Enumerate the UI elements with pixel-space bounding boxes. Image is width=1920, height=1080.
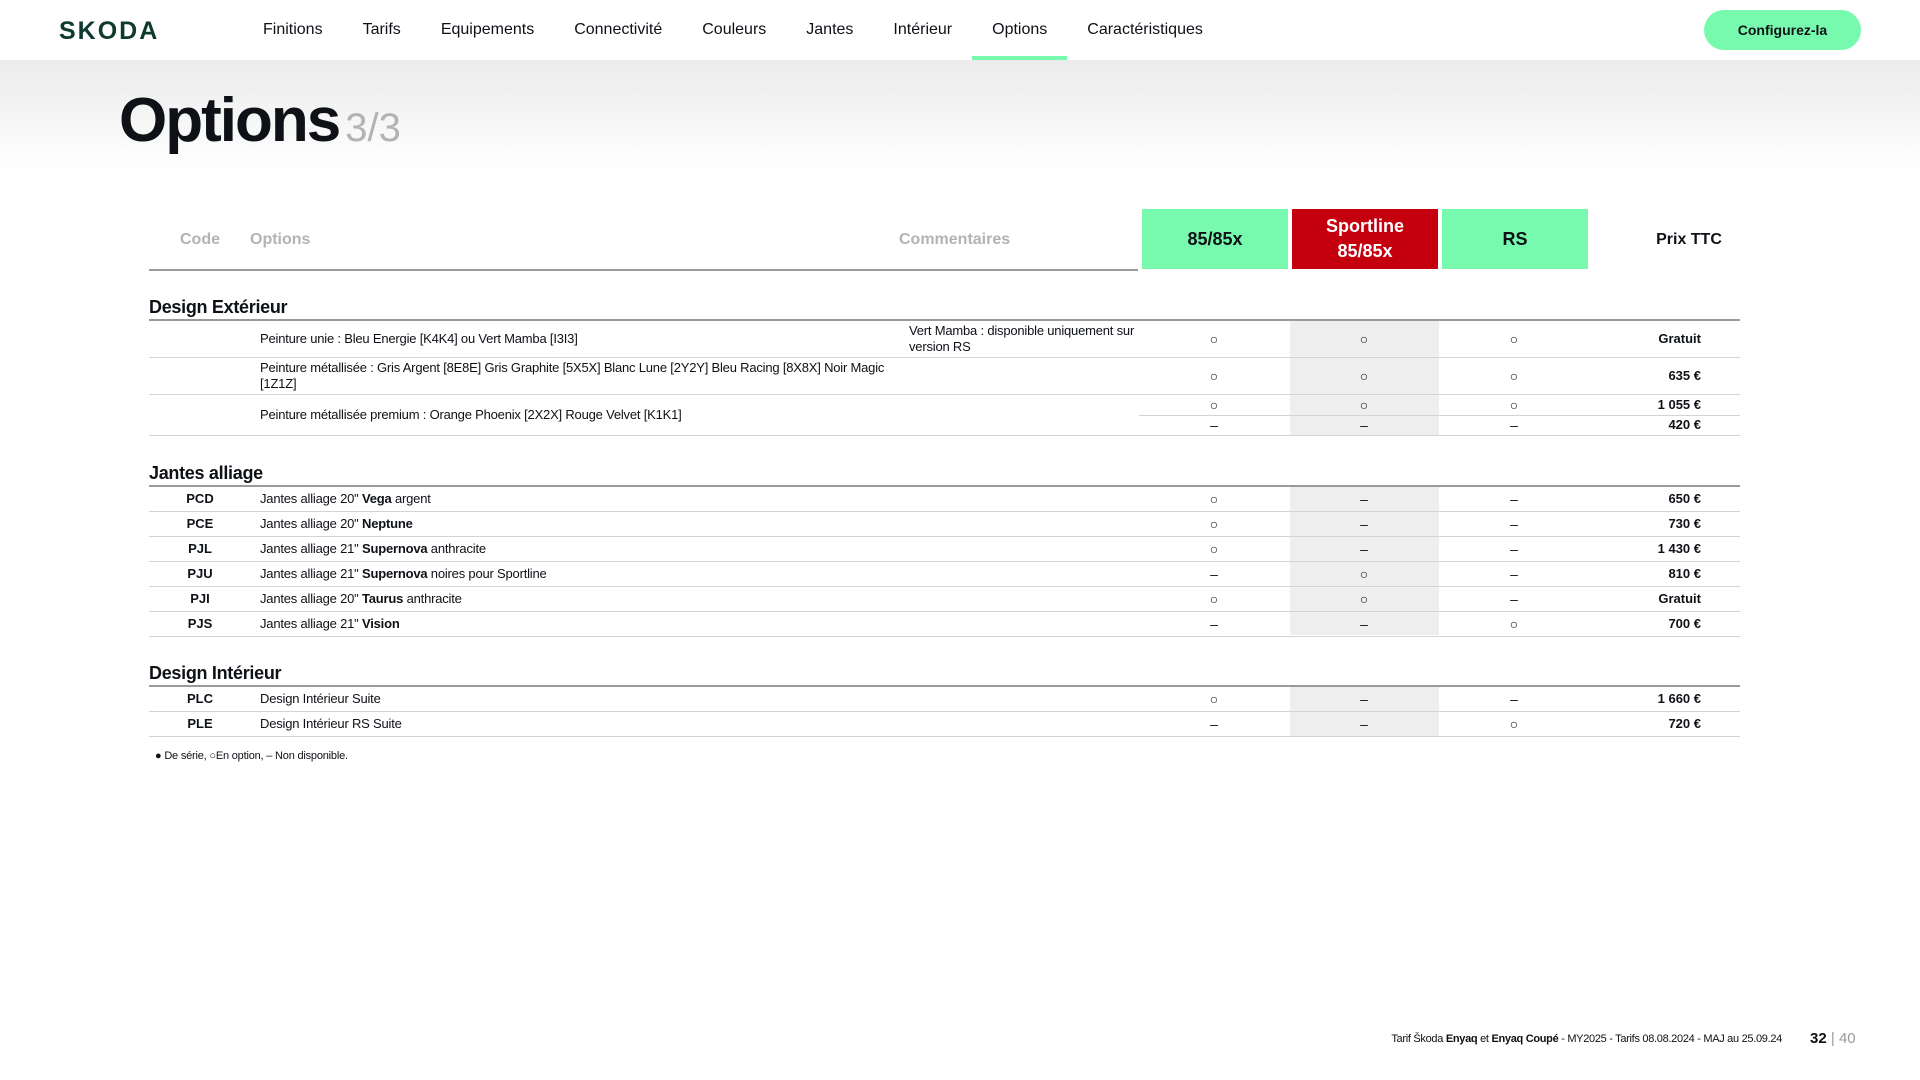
availability-rs: ○ <box>1509 716 1519 732</box>
availability-rs: ○ <box>1509 397 1519 413</box>
option-code: PJU <box>187 566 213 581</box>
table-row <box>149 487 1740 512</box>
availability-85: – <box>1210 716 1218 732</box>
nav-item-equipements[interactable]: Equipements <box>440 21 535 38</box>
option-description <box>260 591 895 607</box>
header-code: Code <box>180 231 220 248</box>
footer-text: Tarif Škoda <box>1391 1033 1446 1045</box>
table-row <box>149 358 1740 395</box>
availability-rs: ○ <box>1509 616 1519 632</box>
footer-model-enyaq-coupe: Enyaq Coupé <box>1491 1033 1559 1045</box>
nav-item-connectivite[interactable]: Connectivité <box>574 21 663 38</box>
legend-na-label: Non disponible. <box>275 750 348 762</box>
desc-text: Jantes alliage 20" <box>260 491 362 506</box>
sub-row-divider <box>1139 415 1740 416</box>
option-code: PJS <box>187 616 213 631</box>
availability-sportline: – <box>1360 541 1368 557</box>
option-description <box>260 566 895 582</box>
option-price: Gratuit <box>1658 591 1701 606</box>
section-title-jantes-alliage: Jantes alliage <box>149 463 1740 487</box>
nav-item-interieur[interactable]: Intérieur <box>893 21 953 38</box>
availability-sportline: – <box>1360 417 1368 433</box>
nav-item-couleurs[interactable]: Couleurs <box>702 21 767 38</box>
availability-rs: ○ <box>1509 331 1519 347</box>
availability-85: ○ <box>1209 691 1219 707</box>
desc-text: anthracite <box>427 541 486 556</box>
option-description <box>260 616 895 632</box>
page-total: 40 <box>1838 1030 1856 1047</box>
availability-85: – <box>1210 616 1218 632</box>
option-description: Peinture métallisée premium : Orange Phoenix [2X2X] Rouge Velvet [K1K1] <box>260 407 682 422</box>
table-row <box>149 587 1740 612</box>
option-code: PLE <box>187 716 213 731</box>
availability-85: ○ <box>1209 591 1219 607</box>
option-price: 730 € <box>1668 516 1701 531</box>
availability-85: ○ <box>1209 541 1219 557</box>
availability-85: ○ <box>1209 516 1219 532</box>
header-model-sportline <box>1292 209 1438 269</box>
option-description: Peinture métallisée : Gris Argent [8E8E] Gris Graphite [5X5X] Blanc Lune [2Y2Y] Bleu Racing [8X8X] Noir Magic [1Z1Z] <box>260 360 885 391</box>
option-comment: Vert Mamba : disponible uniquement sur version RS <box>909 323 1135 354</box>
option-price: 810 € <box>1668 566 1701 581</box>
availability-85: ○ <box>1209 331 1219 347</box>
section-title-design-exterieur: Design Extérieur <box>149 297 1740 321</box>
not-available-dash-icon: – <box>266 750 273 762</box>
availability-85: – <box>1210 566 1218 582</box>
configure-button[interactable]: Configurez-la <box>1704 10 1861 50</box>
footer-text: et <box>1477 1033 1492 1045</box>
availability-sportline: ○ <box>1359 591 1369 607</box>
option-circle-icon: ○ <box>209 750 216 762</box>
legend-standard-label: De série, <box>164 750 207 762</box>
table-row <box>149 395 1740 436</box>
desc-model-name: Supernova <box>362 566 428 581</box>
header-price: Prix TTC <box>1656 231 1722 248</box>
section-title-design-interieur: Design Intérieur <box>149 663 1740 687</box>
availability-sportline: – <box>1360 491 1368 507</box>
availability-rs: – <box>1510 491 1518 507</box>
desc-model-name: Neptune <box>362 516 413 531</box>
availability-sportline: – <box>1360 691 1368 707</box>
availability-legend <box>155 750 348 762</box>
nav-item-options[interactable]: Options <box>972 0 1067 60</box>
table-row <box>149 712 1740 737</box>
option-description: Design Intérieur RS Suite <box>260 716 402 731</box>
standard-dot-icon: ● <box>155 750 162 762</box>
desc-model-name: Taurus <box>362 591 404 606</box>
nav-item-tarifs[interactable]: Tarifs <box>362 21 401 38</box>
table-row <box>149 321 1740 358</box>
header-comments: Commentaires <box>899 231 1011 248</box>
option-description <box>260 516 895 532</box>
desc-text: Jantes alliage 21" <box>260 616 362 631</box>
option-code: PJI <box>190 591 210 606</box>
availability-rs: – <box>1510 566 1518 582</box>
legend-option-label: En option, <box>215 750 264 762</box>
option-code: PCE <box>186 516 214 531</box>
header-model-sportline-line1: Sportline <box>1325 216 1404 236</box>
footer-model-enyaq: Enyaq <box>1445 1033 1478 1045</box>
availability-rs: ○ <box>1509 368 1519 384</box>
option-price: 700 € <box>1668 616 1701 631</box>
top-navigation-bar <box>0 0 1920 60</box>
availability-sportline: – <box>1360 616 1368 632</box>
option-price: 420 € <box>1668 417 1701 432</box>
availability-85: – <box>1210 417 1218 433</box>
option-description <box>260 541 895 557</box>
header-model-85: 85/85x <box>1142 209 1288 269</box>
desc-text: argent <box>391 491 431 506</box>
option-price: Gratuit <box>1658 331 1701 346</box>
option-code: PCD <box>186 491 214 506</box>
table-row <box>149 537 1740 562</box>
desc-model-name: Vision <box>362 616 400 631</box>
desc-text: anthracite <box>403 591 462 606</box>
option-code: PLC <box>187 691 213 706</box>
option-code: PJL <box>188 541 212 556</box>
desc-text: Jantes alliage 20" <box>260 516 362 531</box>
table-row <box>149 687 1740 712</box>
availability-85: ○ <box>1209 368 1219 384</box>
availability-85: ○ <box>1209 397 1219 413</box>
page-current: 32 <box>1810 1030 1827 1047</box>
availability-85: ○ <box>1209 491 1219 507</box>
availability-rs: – <box>1510 417 1518 433</box>
availability-rs: – <box>1510 516 1518 532</box>
footer-caption <box>1350 1033 1782 1045</box>
option-description: Design Intérieur Suite <box>260 691 381 706</box>
availability-sportline: – <box>1360 516 1368 532</box>
table-row <box>149 512 1740 537</box>
availability-sportline: ○ <box>1359 331 1369 347</box>
availability-sportline: ○ <box>1359 397 1369 413</box>
desc-text: Jantes alliage 21" <box>260 541 362 556</box>
option-price: 1 430 € <box>1657 541 1701 556</box>
desc-text: Jantes alliage 20" <box>260 591 362 606</box>
nav-item-finitions[interactable]: Finitions <box>263 21 323 38</box>
options-table-header <box>149 209 1740 271</box>
desc-text: noires pour Sportline <box>427 566 547 581</box>
option-price: 1 660 € <box>1657 691 1701 706</box>
page-title-counter: 3/3 <box>345 106 401 150</box>
desc-text: Jantes alliage 21" <box>260 566 362 581</box>
option-price: 720 € <box>1668 716 1701 731</box>
page-separator: | <box>1830 1030 1835 1047</box>
skoda-logo[interactable] <box>59 18 179 42</box>
page-title-text: Options <box>119 86 340 155</box>
option-price: 650 € <box>1668 491 1701 506</box>
option-description <box>260 491 895 507</box>
option-description: Peinture unie : Bleu Energie [K4K4] ou Vert Mamba [I3I3] <box>260 331 578 346</box>
svg-text:SKODA: SKODA <box>59 18 160 42</box>
availability-rs: – <box>1510 591 1518 607</box>
footer-text: - MY2025 - Tarifs 08.08.2024 - MAJ au 25.09.24 <box>1558 1033 1782 1045</box>
nav-item-jantes[interactable]: Jantes <box>806 21 854 38</box>
option-price: 635 € <box>1668 368 1701 383</box>
header-options: Options <box>250 231 311 248</box>
availability-rs: – <box>1510 541 1518 557</box>
header-model-rs: RS <box>1442 209 1588 269</box>
main-nav <box>243 0 1223 60</box>
header-model-sportline-line2: 85/85x <box>1337 241 1393 261</box>
table-row <box>149 612 1740 637</box>
nav-item-caracteristiques[interactable]: Caractéristiques <box>1087 21 1203 38</box>
desc-model-name: Vega <box>362 491 392 506</box>
desc-model-name: Supernova <box>362 541 428 556</box>
availability-sportline: ○ <box>1359 566 1369 582</box>
availability-sportline: ○ <box>1359 368 1369 384</box>
page-title <box>119 85 401 156</box>
page-indicator <box>1810 1030 1856 1047</box>
table-row <box>149 562 1740 587</box>
option-price: 1 055 € <box>1657 397 1701 412</box>
availability-rs: – <box>1510 691 1518 707</box>
availability-sportline: – <box>1360 716 1368 732</box>
